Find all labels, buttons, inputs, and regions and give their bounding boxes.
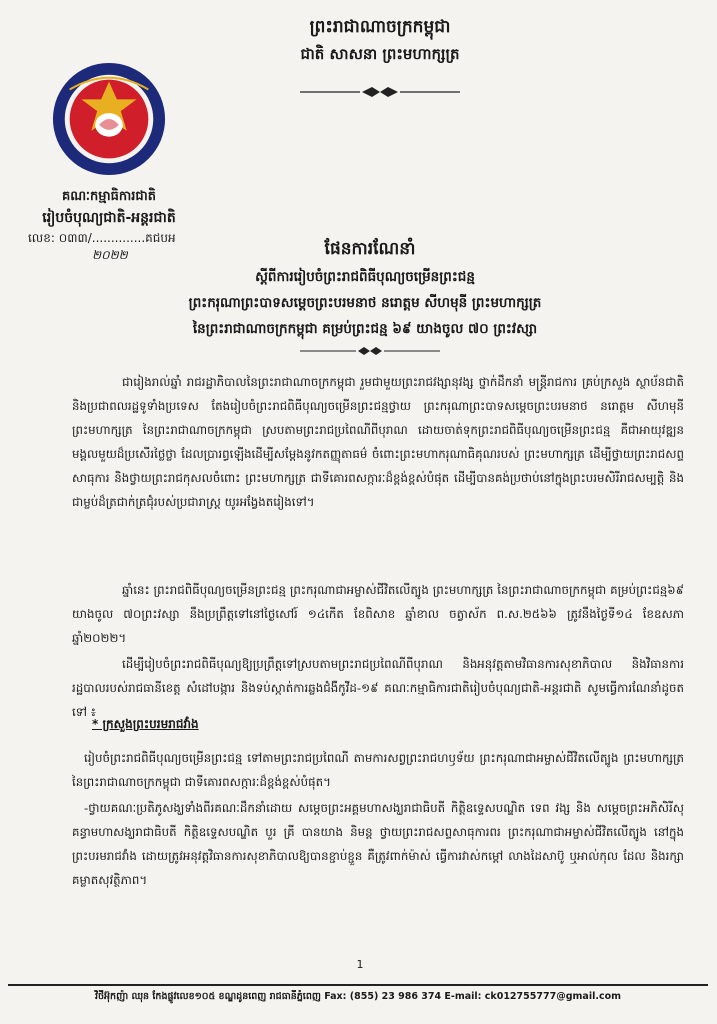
title-ornament-icon [300,86,460,98]
body-paragraph-5: -ថ្វាយគណៈប្រតិភូសង្ឃទាំងពីរគណៈដឹកនាំដោយ សម្តេចព្រះអគ្គមហាសង្ឃរាជាធិបតី កិត្តិឧទ្ទេសបណ្ឌិត ទេព វង្ស និង សម្តេចព្រះអភិសិរីសុគន្ធាមហាសង្ឃរាជាធិបតី កិត្តិឧទ្ទេសបណ្ឌិត បួរ គ្រី បានយាង និមន្ត ថ្វាយព្រះរាជសព្ទសាធុការពរ ព្រះករុណាជាអម្ចាស់ជីវិតលើត្បូង នៅក្នុងព្រះបរមរាជវាំង ដោយត្រូវអនុវត្តវិធានការសុខាភិបាលឱ្យបានខ្ជាប់ខ្ជួន គឺត្រូវពាក់ម៉ាស់ ធ្វើការវាស់កម្តៅ លាងដៃសាប៊ូ ឬអាល់កុល ដែល និងរក្សាគម្លាតសុវត្ថិភាព។ [72,801,684,887]
title-line-2: ព្រះករុណាព្រះបាទសម្តេចព្រះបរមនាថ នរោត្តម សីហមុនី ព្រះមហាក្សត្រ [188,295,542,311]
footer-address: វិថីអ៊ុកញ៉ា ឈុន កែងផ្លូវលេខ១០៥ ខណ្ឌដូនពេញ រាជធានីភ្នំពេញ Fax: (855) 23 986 374 E-mail: ck012755777@gmail.com [94,991,621,1002]
committee-name: គណៈកម្មាធិការជាតិ [61,189,157,204]
kingdom-heading: ព្រះរាជាណាចក្រកម្ពុជា [309,17,451,37]
page-number: 1 [356,958,364,971]
body-paragraph-4: រៀបចំព្រះរាជពិធីបុណ្យចម្រើនព្រះជន្ម ទៅតាមព្រះរាជប្រពៃណី តាមការសព្វព្រះរាជហឫទ័យ ព្រះករុណាជាអម្ចាស់ជីវិតលើត្បូង ព្រះមហាក្សត្រ នៃព្រះរាជាណាចក្រកម្ពុជា ជាទីគោរពសក្ការៈដ៏ខ្ពង់ខ្ពស់បំផុត។ [72,751,684,789]
separator-ornament-icon [300,346,440,356]
seal-logo-icon [50,60,168,178]
reference-number: លេខ: ០៣៣/..............គជបអ [28,231,176,245]
national-motto: ជាតិ សាសនា ព្រះមហាក្សត្រ [300,45,460,63]
reference-date: ២០២២ [92,248,128,262]
title-line-1: ស្តីពីការរៀបចំព្រះរាជពិធីបុណ្យចម្រើនព្រះជន្ម [255,269,475,285]
body-paragraph-3: ដើម្បីរៀបចំព្រះរាជពិធីបុណ្យឱ្យប្រព្រឹត្តទៅស្របតាមព្រះរាជប្រពៃណីពីបុរាណ និងអនុវត្តតាមវិធានការសុខាភិបាល និងវិធានការរដ្ឋបាលរបស់រាជធានីខេត្ត សំដៅបង្ការ និងទប់ស្កាត់ការឆ្លងជំងឺកូវីដ-១៩ គណៈកម្មាធិការជាតិរៀបចំបុណ្យជាតិ-អន្តរជាតិ សូមធ្វើការណែនាំដូចតទៅ ៖ [72,657,684,719]
title-line-3: នៃព្រះរាជាណាចក្រកម្ពុជា គម្រប់ព្រះជន្ម ៦៩ យាងចូល ៧០ ព្រះវស្សា [192,321,538,337]
body-paragraph-2: ឆ្នាំនេះ ព្រះរាជពិធីបុណ្យចម្រើនព្រះជន្ម ព្រះករុណាជាអម្ចាស់ជីវិតលើត្បូង ព្រះមហាក្សត្រ នៃព្រះរាជាណាចក្រកម្ពុជា គម្រប់ព្រះជន្ម៦៩ យាងចូល ៧០ព្រះវស្សា នឹងប្រព្រឹត្តទៅនៅថ្ងៃសៅរ៍ ១៤កើត ខែពិសាខ ឆ្នាំខាល ចត្វាស័ក ព.ស.២៥៦៦ ត្រូវនឹងថ្ងៃទី១៤ ខែឧសភា ឆ្នាំ២០២២។ [72,583,684,645]
document-type: ផែនការណែនាំ [324,239,416,259]
body-paragraph-1: ជារៀងរាល់ឆ្នាំ រាជរដ្ឋាភិបាលនៃព្រះរាជាណាចក្រកម្ពុជា រួមជាមួយព្រះរាជវង្សានុវង្ស ថ្នាក់ដឹកនាំ មន្ត្រីរាជការ គ្រប់ក្រសួង ស្ថាប័នជាតិ និងប្រជាពលរដ្ឋទូទាំងប្រទេស តែងរៀបចំព្រះរាជពិធីបុណ្យចម្រើនព្រះជន្មថ្វាយ ព្រះករុណាព្រះបាទសម្តេចព្រះបរមនាថ នរោត្តម សីហមុនី ព្រះមហាក្សត្រ នៃព្រះរាជាណាចក្រកម្ពុជា ស្របតាមព្រះរាជប្រពៃណីពីបុរាណ ដោយចាត់ទុកព្រះរាជពិធីបុណ្យចម្រើនព្រះជន្ម គឺជាអាយុវឌ្ឍនមង្គលមួយដ៏ប្រសើរថ្លៃថ្លា ដែលប្រារព្ធឡើងដើម្បីសម្តែងនូវកតញ្ញុតាធម៌ ចំពោះព្រះមហាករុណាធិគុណរបស់ ព្រះមហាក្សត្រ ដើម្បីថ្វាយព្រះរាជសព្ទសាធុការ និងថ្វាយព្រះរាជកុសលចំពោះ ព្រះមហាក្សត្រ ជាទីគោរពសក្ការៈដ៏ខ្ពង់ខ្ពស់បំផុត ដើម្បីបានគង់ប្រថាប់នៅក្នុងព្រះបរមសិរីរាជសម្បត្តិ និងជាម្លប់ដ៏ត្រជាក់ត្រជុំរបស់ប្រជារាស្ត្រ យូរអង្វែងតរៀងទៅ។ [72,375,684,509]
department-name: រៀបចំបុណ្យជាតិ-អន្តរជាតិ [42,210,176,226]
section-heading-palace: * ក្រសួងព្រះបរមរាជវាំង [92,717,199,731]
footer-divider [8,984,708,986]
